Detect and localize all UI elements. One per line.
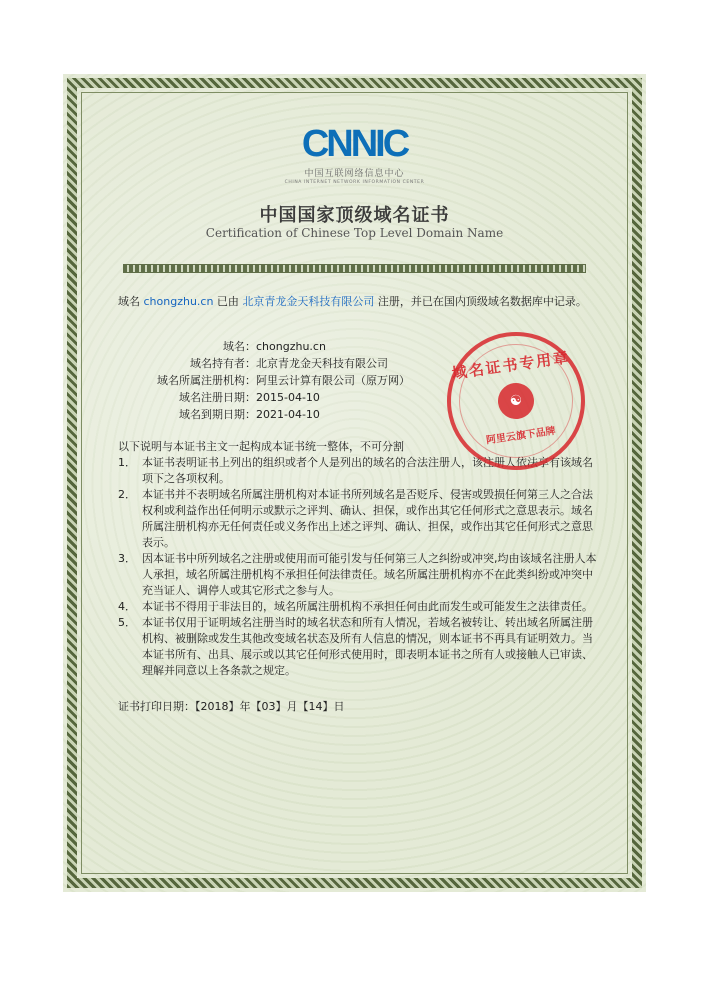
print-day: 【14】 xyxy=(297,700,334,713)
exp-date-value: 2021-04-10 xyxy=(256,408,320,421)
intro-holder: 北京青龙金天科技有限公司 xyxy=(242,295,375,308)
note-item xyxy=(118,487,603,551)
title-cn: 中国国家顶级域名证书 xyxy=(259,205,450,226)
note-text: 因本证书中所列域名之注册或使用而可能引发与任何第三人之纠纷或冲突,均由该域名注册人本人承担，域名所属注册机构不承担任何法律责任。域名所属注册机构亦不在此类纠纷或冲突中充当证人、调停人或其它形式之参与人。 xyxy=(142,552,597,597)
print-date xyxy=(118,699,603,715)
note-text: 本证书表明证书上列出的组织或者个人是列出的域名的合法注册人，该注册人依法享有该域名项下之各项权利。 xyxy=(142,456,593,485)
intro-domain: chongzhu.cn xyxy=(143,295,214,308)
domain-value: chongzhu.cn xyxy=(256,340,326,353)
note-text: 本证书仅用于证明域名注册当时的域名状态和所有人情况，若域名被转让、转出域名所属注册机构、被删除或发生其他改变域名状态及所有人信息的情况，则本证书不再具有证明效力。当本证书所有、出具、展示或以其它任何形式使用时，即表明本证书之所有人或接触人已审读、理解并同意以上各条款之规定。 xyxy=(142,616,593,677)
note-number: 2． xyxy=(118,488,136,501)
reg-date-value: 2015-04-10 xyxy=(256,391,320,404)
registrar-label: 域名所属注册机构： xyxy=(157,374,256,387)
note-text: 本证书并不表明域名所属注册机构对本证书所列域名是否贬斥、侵害或毁损任何第三人之合法权利或利益作出任何明示或默示之评判、确认、担保，或作出其它任何形式之意思表示。域名所属注册机构亦无任何责任或义务作出上述之评判、确认、担保，或作出其它任何形式之意思表示。 xyxy=(142,488,593,549)
reg-date-label: 域名注册日期： xyxy=(179,391,256,404)
domain-label: 域名： xyxy=(223,340,256,353)
logo-en-text: CHINA INTERNET NETWORK INFORMATION CENTER xyxy=(284,180,425,185)
holder-label: 域名持有者： xyxy=(190,357,256,370)
certificate xyxy=(63,74,646,892)
title-en: Certification of Chinese Top Level Domain Name xyxy=(205,226,504,240)
print-year: 【2018】 xyxy=(195,700,240,713)
note-text: 本证书不得用于非法目的，域名所属注册机构不承担任何由此而发生或可能发生之法律责任。 xyxy=(142,600,593,613)
note-item xyxy=(118,551,603,599)
holder-value: 北京青龙金天科技有限公司 xyxy=(256,357,388,370)
intro-paragraph xyxy=(118,294,603,310)
ornament-divider xyxy=(123,264,586,273)
print-month-unit: 月 xyxy=(286,700,298,713)
note-item xyxy=(118,615,603,679)
intro-prefix: 域名 xyxy=(118,295,144,308)
intro-suffix: 注册，并已在国内顶级域名数据库中记录。 xyxy=(374,295,587,308)
note-number: 3． xyxy=(118,552,136,565)
registrar-value: 阿里云计算有限公司（原万网） xyxy=(256,374,410,387)
print-date-label: 证书打印日期： xyxy=(118,700,195,713)
logo-mark: CNNIC xyxy=(301,123,408,165)
intro-by: 已由 xyxy=(213,295,243,308)
note-number: 1． xyxy=(118,456,136,469)
print-month: 【03】 xyxy=(250,700,287,713)
cnnic-logo xyxy=(63,124,646,185)
seal-bottom-text: 阿里云旗下品牌 xyxy=(485,425,557,447)
print-year-unit: 年 xyxy=(239,700,251,713)
note-number: 4． xyxy=(118,600,136,613)
seal-top-text: 域名证书专用章 xyxy=(450,348,572,383)
logo-cn-text: 中国互联网络信息中心 xyxy=(304,169,405,179)
note-number: 5． xyxy=(118,616,136,629)
seal-emblem-icon: ☯ xyxy=(496,381,537,422)
print-day-unit: 日 xyxy=(333,700,345,713)
note-item xyxy=(118,599,603,615)
exp-date-label: 域名到期日期： xyxy=(179,408,256,421)
notes-title: 以下说明与本证书主文一起构成本证书统一整体，不可分割 xyxy=(118,440,404,453)
